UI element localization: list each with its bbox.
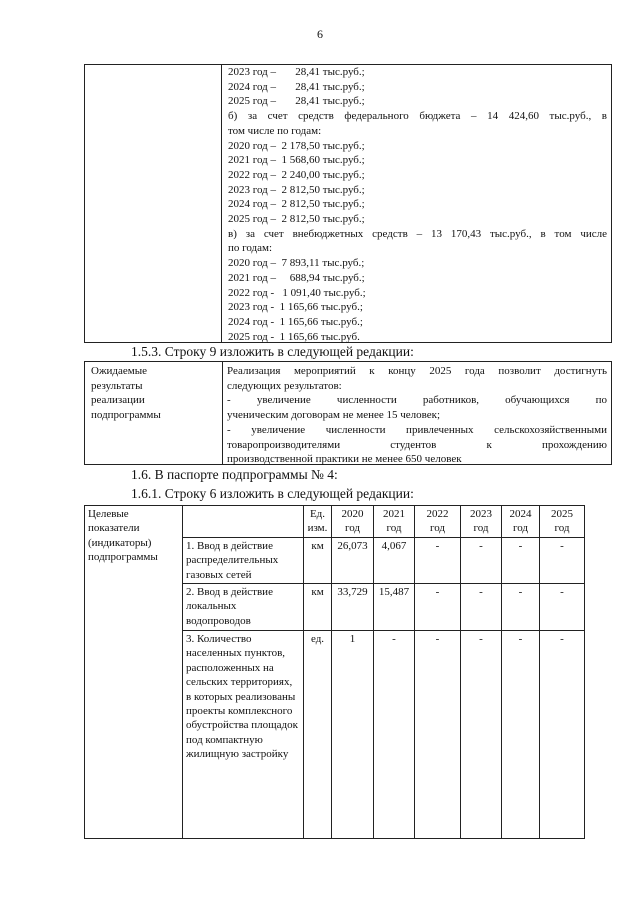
year-header: 2023 год: [461, 506, 502, 538]
indicator-name: 1. Ввод в действие распределительных газовых сетей: [183, 537, 304, 583]
unit-header: Ед. изм.: [304, 506, 332, 538]
funding-line: 2024 год - 1 165,66 тыс.руб.;: [228, 315, 363, 328]
indicator-name: 3. Количество населенных пунктов, расположенных на сельских территориях, в которых реализованы проекты комплексного обустройства площадок под компактную жилищную застройку: [183, 631, 304, 839]
indicator-value: -: [502, 584, 540, 631]
funding-table: [84, 64, 612, 343]
indicators-table: [84, 505, 585, 839]
indicator-name: 2. Ввод в действие локальных водопроводов: [183, 584, 304, 631]
funding-line: в) за счет внебюджетных средств – 13 170,43 тыс.руб., в том числе: [228, 227, 607, 240]
indicator-value: -: [415, 537, 461, 583]
indicator-value: 15,487: [374, 584, 415, 631]
indicator-value: -: [415, 584, 461, 631]
indicator-value: -: [540, 584, 585, 631]
indicator-value: -: [374, 631, 415, 839]
funding-line: по годам:: [228, 242, 273, 255]
year-header: 2021 год: [374, 506, 415, 538]
year-header: 2024 год: [502, 506, 540, 538]
funding-line: б) за счет средств федерального бюджета – 14 424,60 тыс.руб., в: [228, 110, 607, 123]
indicator-value: -: [540, 537, 585, 583]
results-label: Ожидаемые результаты реализации подпрограммы: [91, 365, 161, 422]
section-heading-1-6: 1.6. В паспорте подпрограммы № 4:: [131, 467, 338, 482]
funding-line: 2021 год – 688,94 тыс.руб.;: [228, 271, 365, 284]
indicator-value: 33,729: [332, 584, 374, 631]
funding-line: 2025 год - 1 165,66 тыс.руб.: [228, 330, 360, 343]
indicators-row-label: Целевые показатели (индикаторы) подпрограммы: [85, 506, 183, 839]
funding-line: 2020 год – 2 178,50 тыс.руб.;: [228, 139, 365, 152]
indicator-value: 4,067: [374, 537, 415, 583]
funding-line: том числе по годам:: [228, 124, 322, 137]
indicator-unit: ед.: [304, 631, 332, 839]
table-header-row: [85, 506, 585, 538]
funding-line: 2023 год - 1 165,66 тыс.руб.;: [228, 301, 363, 314]
funding-line: 2023 год – 28,41 тыс.руб.;: [228, 66, 365, 78]
indicator-value: -: [502, 537, 540, 583]
funding-line: 2025 год – 2 812,50 тыс.руб.;: [228, 213, 365, 226]
results-text: Реализация мероприятий к концу 2025 года позволит достигнуть следующих результатов: - увеличение численности работников, обучающихся по ученическим договорам не менее 15 человек; - увеличение численности привлеченных сельскохозяйственными товаропроизводителями студентов к прохождению производственной практики не менее 650 человек: [227, 365, 607, 466]
indicator-unit: км: [304, 584, 332, 631]
funding-line: 2024 год – 2 812,50 тыс.руб.;: [228, 198, 365, 211]
funding-line: 2023 год – 2 812,50 тыс.руб.;: [228, 183, 365, 196]
year-header: 2020 год: [332, 506, 374, 538]
results-table: [84, 361, 612, 465]
section-heading-1-6-1: 1.6.1. Строку 6 изложить в следующей редакции:: [131, 486, 414, 501]
funding-line: 2022 год - 1 091,40 тыс.руб.;: [228, 286, 366, 299]
indicator-value: -: [502, 631, 540, 839]
funding-line: 2025 год – 28,41 тыс.руб.;: [228, 95, 365, 108]
funding-line: 2021 год – 1 568,60 тыс.руб.;: [228, 154, 365, 167]
year-header: 2025 год: [540, 506, 585, 538]
funding-line: 2020 год – 7 893,11 тыс.руб.;: [228, 257, 365, 270]
indicator-value: -: [540, 631, 585, 839]
funding-line: 2024 год – 28,41 тыс.руб.;: [228, 80, 365, 93]
year-header: 2022 год: [415, 506, 461, 538]
indicator-value: -: [461, 584, 502, 631]
indicator-value: -: [461, 631, 502, 839]
funding-lines: [228, 65, 607, 344]
section-heading-1-5-3: 1.5.3. Строку 9 изложить в следующей редакции:: [131, 344, 414, 359]
page-number: 6: [317, 27, 323, 41]
indicator-unit: км: [304, 537, 332, 583]
indicator-value: 1: [332, 631, 374, 839]
funding-line: 2022 год – 2 240,00 тыс.руб.;: [228, 168, 365, 181]
indicator-value: 26,073: [332, 537, 374, 583]
indicator-value: -: [415, 631, 461, 839]
indicator-value: -: [461, 537, 502, 583]
